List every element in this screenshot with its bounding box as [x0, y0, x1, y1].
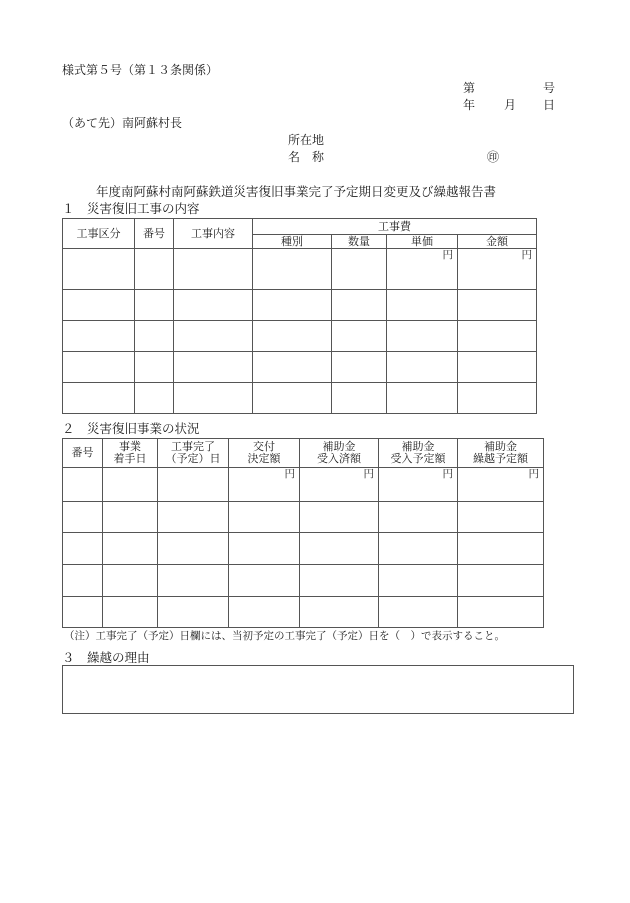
- table-row: [63, 352, 537, 383]
- currency-unit: 円: [528, 468, 539, 480]
- cell-amount[interactable]: [458, 290, 537, 321]
- col-header-subsidy-carryover-line1: 補助金: [484, 440, 517, 453]
- cell-grant-decision[interactable]: [229, 533, 300, 565]
- cell-completion-date[interactable]: [158, 533, 229, 565]
- cell-amount[interactable]: [458, 352, 537, 383]
- col-header-type: 種別: [253, 235, 332, 249]
- cell-amount[interactable]: [458, 321, 537, 352]
- date-month-label: 月: [504, 98, 517, 112]
- col-header-completion-line2: （予定）日: [165, 452, 221, 465]
- currency-unit: 円: [363, 468, 374, 480]
- document-title: 年度南阿蘇村南阿蘇鉄道災害復旧事業完了予定期日変更及び繰越報告書: [96, 184, 497, 199]
- cell-subsidy-planned[interactable]: [379, 502, 458, 533]
- cell-type[interactable]: [253, 321, 332, 352]
- col-header-grant-decision: [229, 439, 300, 468]
- cell-category[interactable]: [63, 249, 135, 290]
- cell-subsidy-received[interactable]: [300, 533, 379, 565]
- section-3-heading: ３ 繰越の理由: [62, 650, 150, 665]
- currency-unit: 円: [442, 468, 453, 480]
- table-row: [63, 565, 544, 597]
- col-header-quantity: 数量: [332, 235, 387, 249]
- section-1-heading: １ 災害復旧工事の内容: [62, 201, 200, 216]
- document-number-suffix: 号: [543, 81, 556, 95]
- cell-quantity[interactable]: [332, 383, 387, 414]
- cell-subsidy-carryover[interactable]: [458, 533, 544, 565]
- col-header-start-date-line2: 着手日: [113, 452, 147, 465]
- cell-unit-price[interactable]: [387, 290, 458, 321]
- table-row: [63, 383, 537, 414]
- cell-amount[interactable]: [458, 249, 537, 290]
- cell-start-date[interactable]: [103, 597, 158, 628]
- cell-grant-decision[interactable]: [229, 468, 300, 502]
- project-status-table: [62, 438, 544, 628]
- cell-completion-date[interactable]: [158, 565, 229, 597]
- name-label: 名 称: [288, 150, 325, 164]
- cell-number[interactable]: [135, 321, 174, 352]
- col-header-unit-price: 単価: [387, 235, 458, 249]
- cell-subsidy-planned[interactable]: [379, 468, 458, 502]
- cell-subsidy-carryover[interactable]: [458, 468, 544, 502]
- col-header-cost-group: 工事費: [253, 219, 537, 235]
- col-header-completion-date: [158, 439, 229, 468]
- cell-type[interactable]: [253, 249, 332, 290]
- cell-unit-price[interactable]: [387, 249, 458, 290]
- table-row: [63, 321, 537, 352]
- cell-completion-date[interactable]: [158, 468, 229, 502]
- cell-start-date[interactable]: [103, 533, 158, 565]
- col-header-number: 番号: [63, 439, 103, 468]
- cell-subsidy-carryover[interactable]: [458, 597, 544, 628]
- location-label: 所在地: [288, 133, 325, 147]
- cell-unit-price[interactable]: [387, 383, 458, 414]
- construction-content-table: [62, 218, 537, 414]
- cell-content[interactable]: [174, 249, 253, 290]
- cell-type[interactable]: [253, 352, 332, 383]
- table-row: [63, 597, 544, 628]
- date-day-label: 日: [543, 98, 556, 112]
- cell-grant-decision[interactable]: [229, 502, 300, 533]
- cell-category[interactable]: [63, 321, 135, 352]
- cell-number[interactable]: [135, 383, 174, 414]
- col-header-start-date-line1: 事業: [119, 440, 141, 453]
- cell-completion-date[interactable]: [158, 502, 229, 533]
- cell-subsidy-carryover[interactable]: [458, 502, 544, 533]
- col-header-subsidy-carryover-line2: 繰越予定額: [473, 452, 528, 465]
- cell-number[interactable]: [63, 565, 103, 597]
- cell-subsidy-received[interactable]: [300, 565, 379, 597]
- cell-number[interactable]: [63, 597, 103, 628]
- cell-number[interactable]: [63, 533, 103, 565]
- col-header-number: 番号: [135, 219, 174, 249]
- cell-content[interactable]: [174, 290, 253, 321]
- carryover-reason-field[interactable]: [62, 665, 574, 714]
- col-header-subsidy-received-line2: 受入済額: [317, 452, 361, 465]
- currency-unit: 円: [284, 468, 295, 480]
- col-header-grant-decision-line1: 交付: [253, 440, 275, 453]
- currency-unit: 円: [521, 249, 532, 261]
- col-header-grant-decision-line2: 決定額: [247, 452, 281, 465]
- cell-type[interactable]: [253, 290, 332, 321]
- cell-category[interactable]: [63, 290, 135, 321]
- col-header-content: 工事内容: [174, 219, 253, 249]
- cell-quantity[interactable]: [332, 321, 387, 352]
- cell-subsidy-received[interactable]: [300, 468, 379, 502]
- currency-unit: 円: [442, 249, 453, 261]
- table-row: [63, 290, 537, 321]
- cell-number[interactable]: [135, 352, 174, 383]
- cell-quantity[interactable]: [332, 290, 387, 321]
- cell-content[interactable]: [174, 383, 253, 414]
- seal-icon: ㊞: [487, 150, 500, 164]
- table-row: [63, 502, 544, 533]
- table-row: [63, 533, 544, 565]
- addressee: （あて先）南阿蘇村長: [62, 116, 183, 130]
- cell-number[interactable]: [135, 290, 174, 321]
- cell-number[interactable]: [63, 468, 103, 502]
- cell-subsidy-carryover[interactable]: [458, 565, 544, 597]
- section-2-heading: ２ 災害復旧事業の状況: [62, 421, 200, 436]
- table-row: [63, 468, 544, 502]
- cell-quantity[interactable]: [332, 249, 387, 290]
- form-number: 様式第５号（第１３条関係）: [62, 63, 219, 77]
- cell-unit-price[interactable]: [387, 321, 458, 352]
- cell-subsidy-received[interactable]: [300, 597, 379, 628]
- cell-start-date[interactable]: [103, 468, 158, 502]
- cell-start-date[interactable]: [103, 502, 158, 533]
- cell-grant-decision[interactable]: [229, 565, 300, 597]
- col-header-subsidy-received-line1: 補助金: [322, 440, 356, 453]
- cell-quantity[interactable]: [332, 352, 387, 383]
- cell-category[interactable]: [63, 352, 135, 383]
- cell-number[interactable]: [135, 249, 174, 290]
- col-header-subsidy-received: [300, 439, 379, 468]
- col-header-amount: 金額: [458, 235, 537, 249]
- cell-completion-date[interactable]: [158, 597, 229, 628]
- col-header-completion-line1: 工事完了: [171, 440, 215, 453]
- col-header-subsidy-planned-line1: 補助金: [401, 440, 435, 453]
- cell-subsidy-planned[interactable]: [379, 597, 458, 628]
- cell-content[interactable]: [174, 321, 253, 352]
- cell-amount[interactable]: [458, 383, 537, 414]
- cell-subsidy-planned[interactable]: [379, 565, 458, 597]
- cell-start-date[interactable]: [103, 565, 158, 597]
- completion-date-note: （注）工事完了（予定）日欄には、当初予定の工事完了（予定）日を（ ）で表示すること。: [64, 630, 505, 642]
- cell-content[interactable]: [174, 352, 253, 383]
- col-header-start-date: [103, 439, 158, 468]
- table-row: [63, 249, 537, 290]
- cell-type[interactable]: [253, 383, 332, 414]
- cell-grant-decision[interactable]: [229, 597, 300, 628]
- col-header-subsidy-planned-line2: 受入予定額: [390, 452, 446, 465]
- col-header-subsidy-carryover: [458, 439, 544, 468]
- document-number-label: 第: [463, 81, 476, 95]
- cell-subsidy-planned[interactable]: [379, 533, 458, 565]
- cell-unit-price[interactable]: [387, 352, 458, 383]
- col-header-subsidy-planned: [379, 439, 458, 468]
- col-header-category: 工事区分: [63, 219, 135, 249]
- cell-category[interactable]: [63, 383, 135, 414]
- date-year-label: 年: [463, 98, 476, 112]
- cell-subsidy-received[interactable]: [300, 502, 379, 533]
- cell-number[interactable]: [63, 502, 103, 533]
